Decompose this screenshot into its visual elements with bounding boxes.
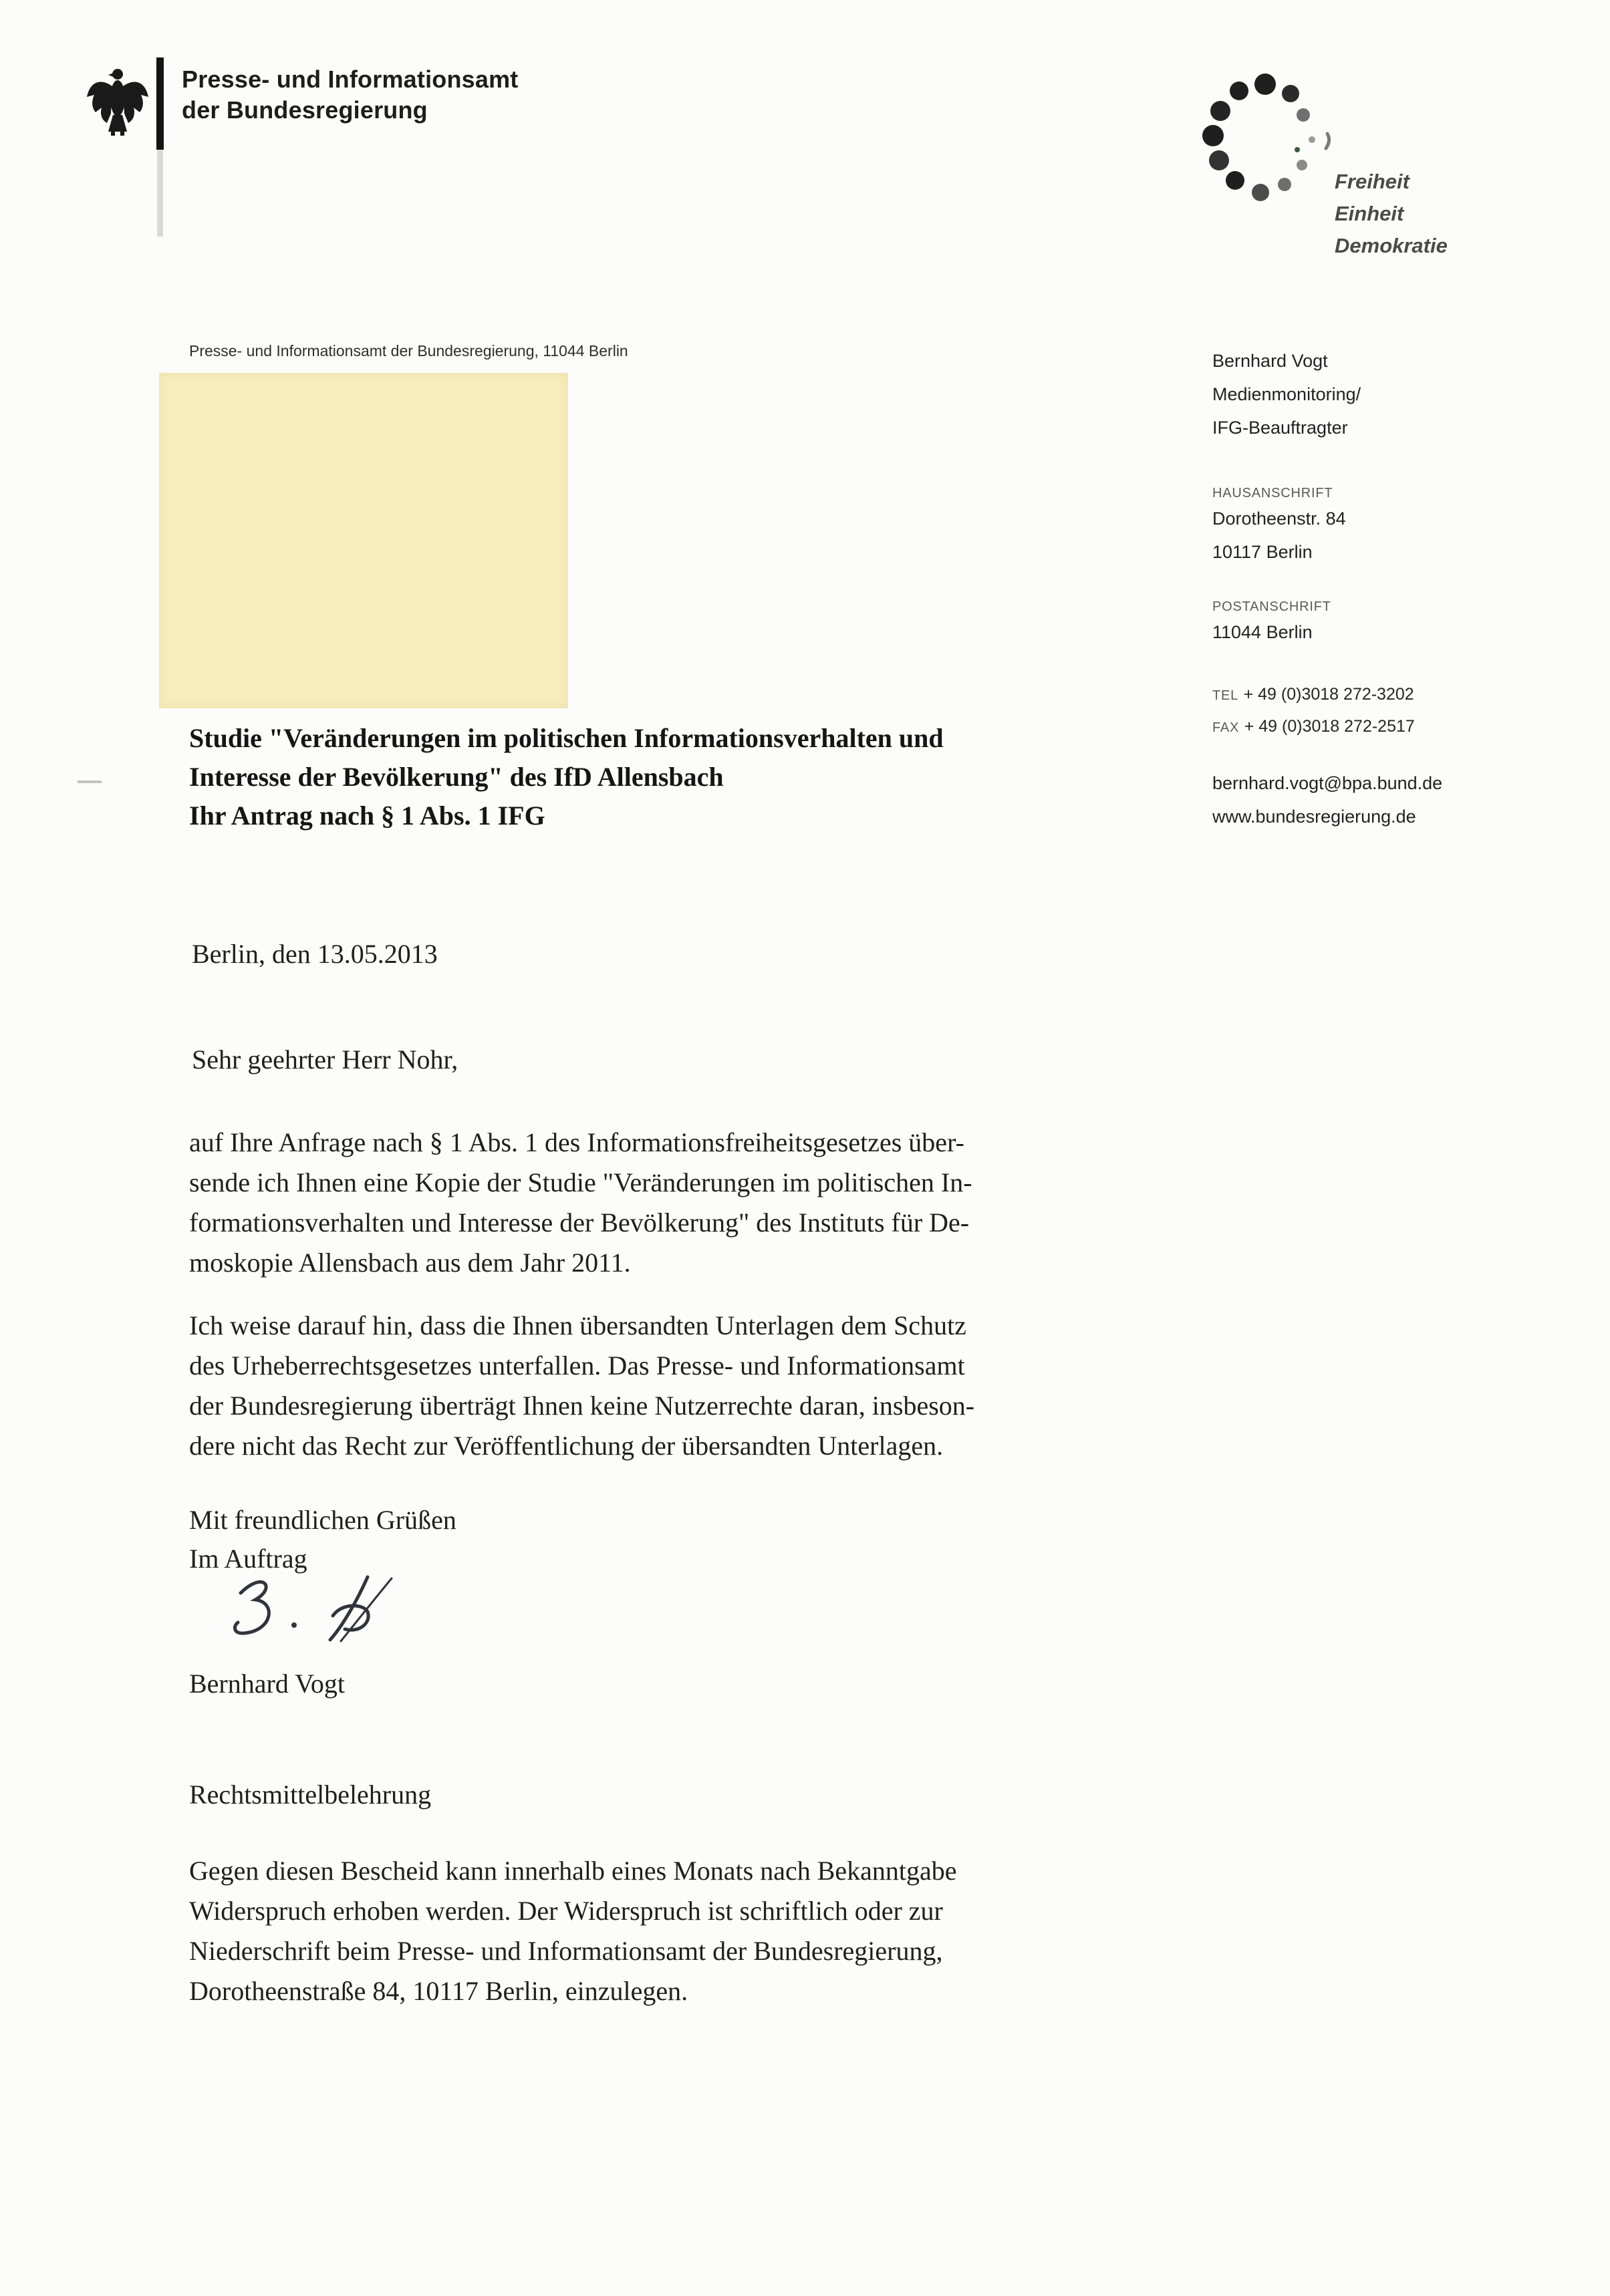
federal-eagle-icon — [84, 52, 151, 144]
scan-artifact-smear — [157, 150, 163, 237]
motto-line-freiheit: Freiheit — [1335, 170, 1410, 193]
p1-line3: formationsverhalten und Interesse der Bevölkerung" des Instituts für De- — [189, 1207, 970, 1238]
signer-name: Bernhard Vogt — [189, 1669, 345, 1699]
redacted-recipient-block — [159, 373, 568, 708]
p2-line1: Ich weise darauf hin, dass die Ihnen übersandten Unterlagen dem Schutz — [189, 1310, 966, 1340]
rm-line4: Dorotheenstraße 84, 10117 Berlin, einzulegen. — [189, 1976, 688, 2006]
agency-name — [182, 64, 519, 126]
p2-line2: des Urheberrechtsgesetzes unterfallen. Das Presse- und Informationsamt — [189, 1350, 965, 1381]
tel-value: + 49 (0)3018 272-3202 — [1243, 685, 1414, 704]
agency-name-line2: der Bundesregierung — [182, 96, 428, 124]
hausanschrift-street: Dorotheenstr. 84 — [1212, 509, 1346, 529]
hausanschrift-label: HAUSANSCHRIFT — [1212, 486, 1333, 500]
contact-block — [1212, 350, 1587, 858]
contact-website: www.bundesregierung.de — [1212, 807, 1416, 827]
contact-role-line1: Medienmonitoring/ — [1212, 384, 1361, 404]
rechtsmittel-paragraph — [189, 1851, 957, 2011]
closing-line2: Im Auftrag — [189, 1544, 307, 1574]
postanschrift-city: 11044 Berlin — [1212, 622, 1313, 642]
letterhead-divider-bar — [156, 57, 164, 150]
contact-role-line2: IFG-Beauftragter — [1212, 418, 1348, 438]
p1-line4: moskopie Allensbach aus dem Jahr 2011. — [189, 1248, 631, 1278]
fold-mark — [78, 780, 102, 783]
hausanschrift-city: 10117 Berlin — [1212, 542, 1313, 562]
postanschrift-label: POSTANSCHRIFT — [1212, 599, 1331, 614]
freedom-unity-democracy-logo-icon — [1202, 69, 1342, 223]
return-address-line: Presse- und Informationsamt der Bundesregierung, 11044 Berlin — [189, 342, 628, 360]
subject-line3: Ihr Antrag nach § 1 Abs. 1 IFG — [189, 801, 545, 831]
subject-line2: Interesse der Bevölkerung" des IfD Allensbach — [189, 762, 724, 792]
body-paragraph-2 — [189, 1306, 974, 1466]
subject-line1: Studie "Veränderungen im politischen Informationsverhalten und — [189, 723, 944, 753]
p1-line2: sende ich Ihnen eine Kopie der Studie "Veränderungen im politischen In- — [189, 1167, 972, 1197]
motto-text — [1335, 166, 1448, 262]
dateline: Berlin, den 13.05.2013 — [192, 939, 438, 969]
p1-line1: auf Ihre Anfrage nach § 1 Abs. 1 des Informationsfreiheitsgesetzes über- — [189, 1127, 964, 1157]
rm-line2: Widerspruch erhoben werden. Der Widerspruch ist schriftlich oder zur — [189, 1896, 943, 1926]
tel-label: TEL — [1212, 688, 1239, 703]
phone-line — [1212, 683, 1414, 706]
contact-email: bernhard.vogt@bpa.bund.de — [1212, 773, 1443, 793]
body-paragraph-1 — [189, 1123, 972, 1283]
fax-label: FAX — [1212, 720, 1240, 735]
motto-line-demokratie: Demokratie — [1335, 234, 1448, 257]
p2-line3: der Bundesregierung überträgt Ihnen keine Nutzerrechte daran, insbeson- — [189, 1391, 975, 1421]
fax-line — [1212, 715, 1415, 738]
closing-line1: Mit freundlichen Grüßen — [189, 1505, 456, 1535]
p2-line4: dere nicht das Recht zur Veröffentlichung der übersandten Unterlagen. — [189, 1431, 944, 1461]
rm-line3: Niederschrift beim Presse- und Informationsamt der Bundesregierung, — [189, 1936, 943, 1966]
rm-line1: Gegen diesen Bescheid kann innerhalb eines Monats nach Bekanntgabe — [189, 1856, 957, 1886]
handwritten-signature — [199, 1566, 440, 1673]
subject-block — [189, 719, 944, 835]
rechtsmittel-heading: Rechtsmittelbelehrung — [189, 1779, 432, 1810]
agency-name-line1: Presse- und Informationsamt — [182, 65, 519, 93]
salutation: Sehr geehrter Herr Nohr, — [192, 1044, 458, 1074]
contact-name: Bernhard Vogt — [1212, 351, 1328, 371]
fax-value: + 49 (0)3018 272-2517 — [1244, 717, 1415, 736]
motto-line-einheit: Einheit — [1335, 202, 1404, 225]
